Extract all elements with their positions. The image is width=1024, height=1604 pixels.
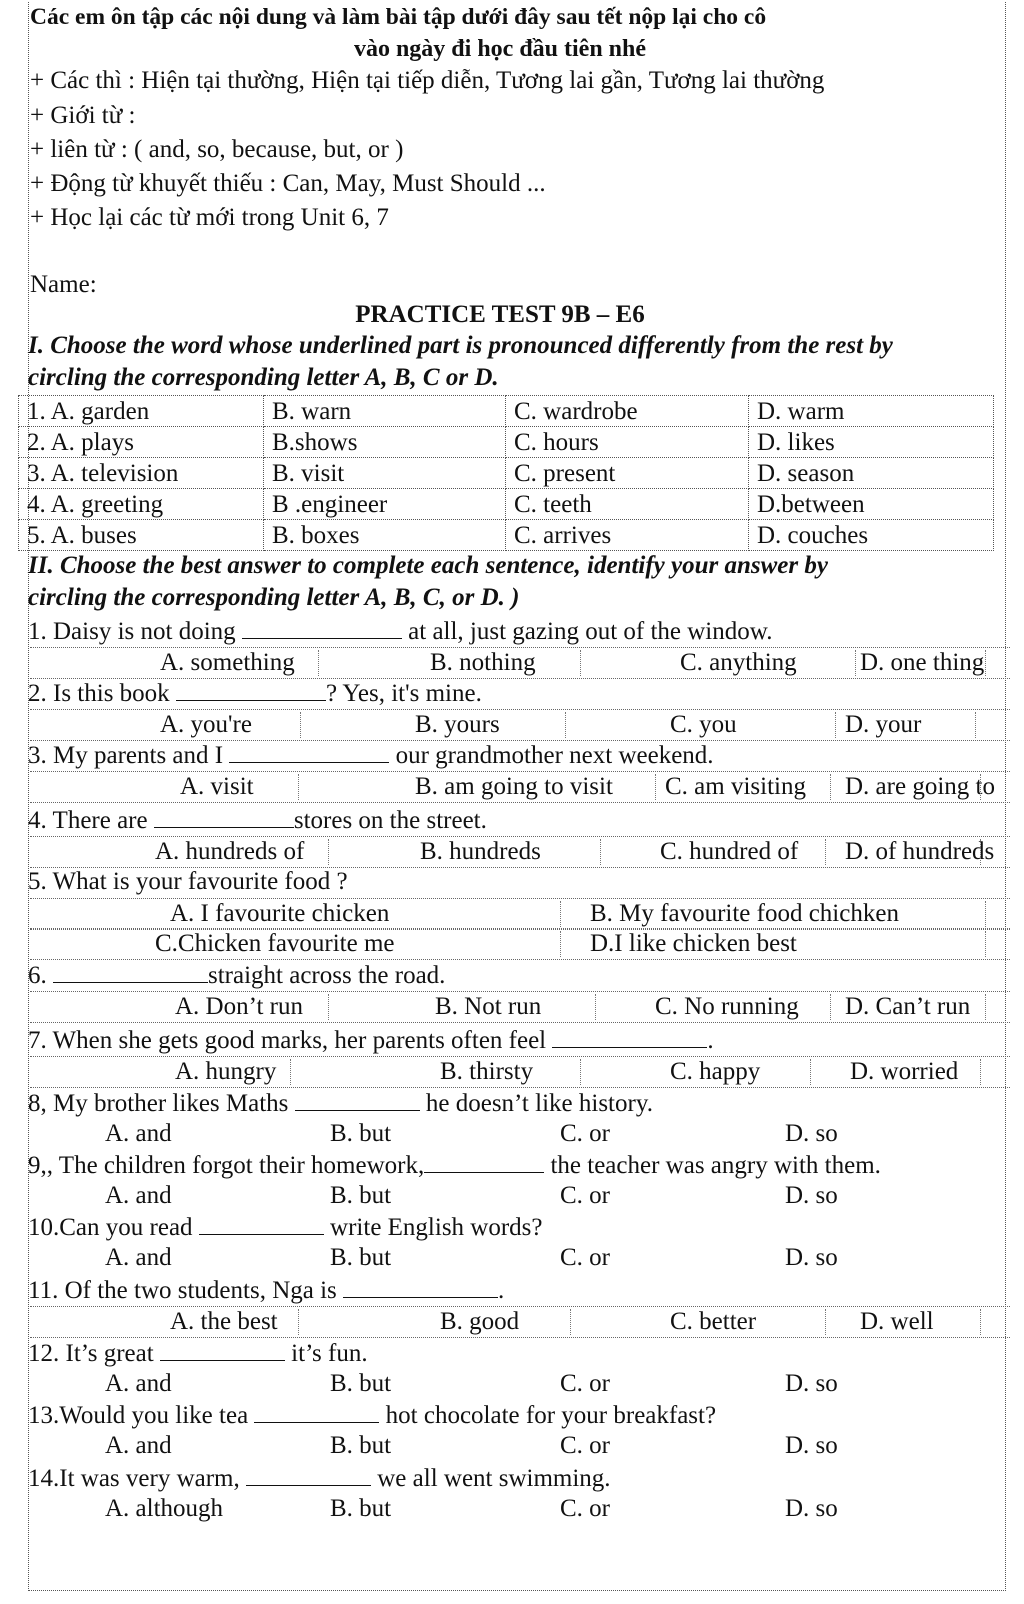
options-row <box>30 647 1010 679</box>
cell-divider <box>298 1309 299 1335</box>
answer-option[interactable]: D. of hundreds <box>845 838 995 865</box>
cell-divider <box>318 650 319 676</box>
question-stem <box>28 1338 368 1369</box>
options-row <box>30 1369 1010 1399</box>
cell-divider <box>580 650 581 676</box>
answer-option[interactable]: C. happy <box>670 1058 761 1085</box>
cell-divider <box>600 839 601 865</box>
answer-blank[interactable] <box>154 805 294 828</box>
intro-item-prepositions: + Giới từ : <box>30 102 136 129</box>
answer-option[interactable]: D. so <box>785 1370 838 1397</box>
intro-title-line-1: Các em ôn tập các nội dung và làm bài tập dưới đây sau tết nộp lại cho cô <box>30 4 767 30</box>
answer-option[interactable]: B. but <box>330 1370 392 1397</box>
answer-option[interactable]: A. I favourite chicken <box>170 900 390 927</box>
section2-heading-line-1: II. Choose the best answer to complete each sentence, identify your answer by <box>28 552 828 579</box>
question-text: 9,, The children forgot their homework, <box>28 1152 425 1179</box>
options-row <box>30 709 1010 741</box>
answer-option[interactable]: D. so <box>785 1120 838 1147</box>
pronunciation-option: 2. A. plays <box>19 427 264 458</box>
answer-option[interactable]: A. although <box>105 1495 224 1522</box>
answer-option[interactable]: C. No running <box>655 993 799 1020</box>
answer-option[interactable]: B. but <box>330 1432 392 1459</box>
answer-blank[interactable] <box>242 616 402 639</box>
cell-divider <box>980 839 981 865</box>
answer-option[interactable]: A. the best <box>170 1308 278 1335</box>
answer-option[interactable]: D. one thing <box>860 649 985 676</box>
cell-divider <box>825 839 826 865</box>
answer-option[interactable]: B. am going to visit <box>415 773 613 800</box>
pronunciation-option: C. teeth <box>506 489 749 520</box>
pronunciation-option: C. arrives <box>506 520 749 551</box>
answer-option[interactable]: B. yours <box>415 711 500 738</box>
options-row <box>30 1243 1010 1273</box>
answer-option[interactable]: B. thirsty <box>440 1058 534 1085</box>
answer-option[interactable]: C. or <box>560 1244 610 1271</box>
question-text: 6. <box>28 962 53 989</box>
answer-option[interactable]: B. good <box>440 1308 520 1335</box>
question-text: we all went swimming. <box>371 1465 611 1492</box>
cell-divider <box>835 712 836 738</box>
cell-divider <box>980 1059 981 1085</box>
question-text: it’s fun. <box>284 1340 368 1367</box>
cell-divider <box>565 712 566 738</box>
question-text: 8, My brother likes Maths <box>28 1090 295 1117</box>
answer-blank[interactable] <box>552 1025 707 1048</box>
question-text: he doesn’t like history. <box>419 1090 653 1117</box>
answer-option[interactable]: A. and <box>105 1120 172 1147</box>
intro-item-vocabulary: + Học lại các từ mới trong Unit 6, 7 <box>30 204 389 231</box>
answer-option[interactable]: D. Can’t run <box>845 993 971 1020</box>
cell-divider <box>580 1059 581 1085</box>
answer-option[interactable]: C. better <box>670 1308 757 1335</box>
cell-divider <box>825 1309 826 1335</box>
answer-option[interactable]: B. but <box>330 1244 392 1271</box>
intro-item-modal-verbs: + Động từ khuyết thiếu : Can, May, Must Should ... <box>30 170 546 197</box>
options-row <box>30 1431 1010 1461</box>
answer-option[interactable]: D. so <box>785 1244 838 1271</box>
answer-blank[interactable] <box>176 678 326 701</box>
cell-divider <box>985 650 986 676</box>
pronunciation-option: D. warm <box>749 396 994 427</box>
answer-option[interactable]: B. hundreds <box>420 838 541 865</box>
pronunciation-option: D. couches <box>749 520 994 551</box>
pronunciation-option: 3. A. television <box>19 458 264 489</box>
answer-option[interactable]: D. worried <box>850 1058 959 1085</box>
answer-option[interactable]: A. visit <box>180 773 254 800</box>
pronunciation-option: C. present <box>506 458 749 489</box>
answer-blank[interactable] <box>295 1088 420 1111</box>
question-stem <box>28 740 714 771</box>
question-stem <box>28 1400 716 1431</box>
answer-option[interactable]: C. or <box>560 1370 610 1397</box>
cell-divider <box>595 994 596 1020</box>
answer-option[interactable]: C. am visiting <box>665 773 806 800</box>
pronunciation-row <box>19 396 994 427</box>
question-stem <box>28 1463 611 1494</box>
pronunciation-option: 4. A. greeting <box>19 489 264 520</box>
pronunciation-row <box>19 520 994 551</box>
answer-option[interactable]: B. Not run <box>435 993 542 1020</box>
pronunciation-option: B .engineer <box>264 489 506 520</box>
cell-divider <box>570 1309 571 1335</box>
cell-divider <box>560 931 561 957</box>
cell-divider <box>830 774 831 800</box>
options-row <box>30 1181 1010 1211</box>
answer-blank[interactable] <box>53 960 208 983</box>
question-text: 14.It was very warm, <box>28 1465 246 1492</box>
pronunciation-option: C. hours <box>506 427 749 458</box>
answer-option[interactable]: C. or <box>560 1182 610 1209</box>
answer-option[interactable]: B. but <box>330 1182 392 1209</box>
options-row <box>30 1119 1010 1149</box>
answer-option[interactable]: D. so <box>785 1432 838 1459</box>
test-title: PRACTICE TEST 9B – E6 <box>355 301 645 328</box>
answer-option[interactable]: C. hundred of <box>660 838 799 865</box>
options-row <box>30 928 1010 960</box>
pronunciation-row <box>19 458 994 489</box>
question-stem <box>28 1025 714 1056</box>
answer-option[interactable]: A. and <box>105 1244 172 1271</box>
answer-option[interactable]: A. and <box>105 1370 172 1397</box>
cell-divider <box>985 901 986 927</box>
answer-blank[interactable] <box>424 1150 544 1173</box>
cell-divider <box>980 774 981 800</box>
cell-divider <box>560 901 561 927</box>
options-row <box>30 1306 1010 1338</box>
answer-option[interactable]: A. and <box>105 1182 172 1209</box>
answer-blank[interactable] <box>160 1338 285 1361</box>
question-text: . <box>498 1277 505 1304</box>
pronunciation-option: B.shows <box>264 427 506 458</box>
question-text: hot chocolate for your breakfast? <box>379 1402 717 1429</box>
question-text: at all, just gazing out of the window. <box>401 618 773 645</box>
pronunciation-option: B. visit <box>264 458 506 489</box>
question-stem <box>28 867 348 897</box>
question-text: 10.Can you read <box>28 1214 199 1241</box>
pronunciation-row <box>19 489 994 520</box>
cell-divider <box>855 650 856 676</box>
cell-divider <box>810 1059 811 1085</box>
answer-option[interactable]: B. My favourite food chichken <box>590 900 899 927</box>
cell-divider <box>328 994 329 1020</box>
answer-option[interactable]: A. you're <box>160 711 252 738</box>
answer-option[interactable]: A. hungry <box>175 1058 277 1085</box>
pronunciation-row <box>19 427 994 458</box>
question-stem <box>28 616 772 647</box>
question-text: stores on the street. <box>293 807 487 834</box>
section1-heading-line-2: circling the corresponding letter A, B, C or D. <box>28 364 499 391</box>
pronunciation-option: D. season <box>749 458 994 489</box>
answer-option[interactable]: C. or <box>560 1120 610 1147</box>
question-text: 5. What is your favourite food ? <box>28 868 348 895</box>
answer-option[interactable]: D. your <box>845 711 922 738</box>
section1-heading-line-1: I. Choose the word whose underlined part is pronounced differently from the rest by <box>28 332 893 359</box>
answer-option[interactable]: D. so <box>785 1495 838 1522</box>
cell-divider <box>830 994 831 1020</box>
answer-option[interactable]: B. but <box>330 1495 392 1522</box>
question-text: 3. My parents and I <box>28 742 230 769</box>
question-text: . <box>707 1027 714 1054</box>
answer-option[interactable]: D. well <box>860 1308 934 1335</box>
answer-blank[interactable] <box>199 1212 324 1235</box>
intro-item-conjunctions: + liên từ : ( and, so, because, but, or ) <box>30 136 404 163</box>
pronunciation-option: B. warn <box>264 396 506 427</box>
answer-option[interactable]: C. or <box>560 1495 610 1522</box>
answer-blank[interactable] <box>343 1275 498 1298</box>
options-row <box>30 836 1010 868</box>
cell-divider <box>290 1059 291 1085</box>
pronunciation-table <box>18 395 994 551</box>
question-stem <box>28 960 445 991</box>
answer-option[interactable]: A. hundreds of <box>155 838 305 865</box>
answer-blank[interactable] <box>246 1463 371 1486</box>
question-stem <box>28 1212 543 1243</box>
section2-heading-line-2: circling the corresponding letter A, B, C, or D. ) <box>28 584 520 611</box>
answer-option[interactable]: B. nothing <box>430 649 536 676</box>
answer-option[interactable]: B. but <box>330 1120 392 1147</box>
cell-divider <box>655 774 656 800</box>
question-text: 13.Would you like tea <box>28 1402 255 1429</box>
pronunciation-option: 5. A. buses <box>19 520 264 551</box>
question-text: write English words? <box>323 1214 543 1241</box>
question-text: 4. There are <box>28 807 154 834</box>
question-text: the teacher was angry with them. <box>544 1152 881 1179</box>
question-stem <box>28 1088 653 1119</box>
options-row <box>30 771 1010 803</box>
question-text: ? Yes, it's mine. <box>325 680 482 707</box>
answer-option[interactable]: C. you <box>670 711 737 738</box>
cell-divider <box>300 712 301 738</box>
answer-option[interactable]: A. something <box>160 649 295 676</box>
question-stem <box>28 805 487 836</box>
question-text: straight across the road. <box>208 962 446 989</box>
question-stem <box>28 1150 881 1181</box>
cell-divider <box>975 712 976 738</box>
options-row <box>30 991 1010 1023</box>
pronunciation-option: B. boxes <box>264 520 506 551</box>
pronunciation-option: D.between <box>749 489 994 520</box>
answer-option[interactable]: D. are going to <box>845 773 995 800</box>
options-row <box>30 898 1010 930</box>
answer-option[interactable]: D. so <box>785 1182 838 1209</box>
answer-option[interactable]: C. anything <box>680 649 797 676</box>
answer-option[interactable]: C. or <box>560 1432 610 1459</box>
cell-divider <box>985 994 986 1020</box>
options-row <box>30 1056 1010 1088</box>
cell-divider <box>298 774 299 800</box>
question-text: our grandmother next weekend. <box>389 742 714 769</box>
pronunciation-option: D. likes <box>749 427 994 458</box>
name-label: Name: <box>30 271 97 298</box>
answer-option[interactable]: A. Don’t run <box>175 993 304 1020</box>
cell-divider <box>985 931 986 957</box>
options-row <box>30 1494 1010 1524</box>
question-text: 11. Of the two students, Nga is <box>28 1277 344 1304</box>
question-text: 7. When she gets good marks, her parents often feel <box>28 1027 553 1054</box>
cell-divider <box>980 1309 981 1335</box>
question-stem <box>28 678 482 709</box>
answer-blank[interactable] <box>254 1400 379 1423</box>
intro-item-tenses: + Các thì : Hiện tại thường, Hiện tại tiếp diễn, Tương lai gần, Tương lai thường <box>30 67 825 94</box>
question-stem <box>28 1275 504 1306</box>
answer-option[interactable]: A. and <box>105 1432 172 1459</box>
pronunciation-option: 1. A. garden <box>19 396 264 427</box>
answer-option[interactable]: D.I like chicken best <box>590 930 797 957</box>
cell-divider <box>328 839 329 865</box>
question-text: 12. It’s great <box>28 1340 160 1367</box>
question-text: 1. Daisy is not doing <box>28 618 242 645</box>
answer-option[interactable]: C.Chicken favourite me <box>155 930 395 957</box>
question-text: 2. Is this book <box>28 680 176 707</box>
pronunciation-option: C. wardrobe <box>506 396 749 427</box>
answer-blank[interactable] <box>229 740 389 763</box>
intro-title-line-2: vào ngày đi học đầu tiên nhé <box>353 36 647 62</box>
